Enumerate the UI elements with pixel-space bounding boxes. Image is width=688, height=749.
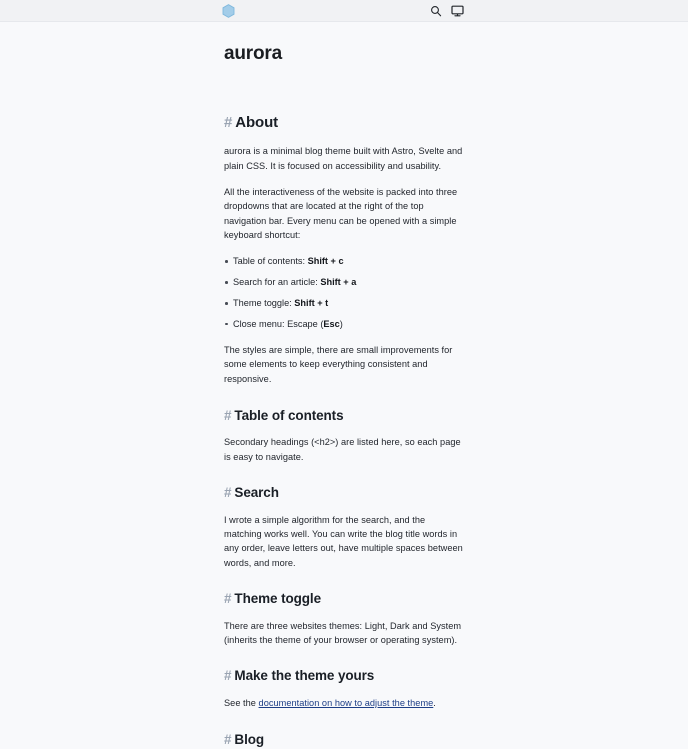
- about-paragraph-3: The styles are simple, there are small improvements for some elements to keep everything consistent and responsive.: [224, 344, 453, 384]
- heading-blog-text: Blog: [234, 732, 265, 748]
- page-title: aurora: [224, 43, 282, 64]
- section-blog: [224, 731, 464, 749]
- heading-theme-toggle: [224, 590, 464, 608]
- monitor-icon[interactable]: [449, 3, 466, 19]
- heading-blog: [224, 731, 464, 749]
- documentation-link[interactable]: documentation on how to adjust the theme: [258, 697, 434, 708]
- make-theme-yours-paragraph: [224, 696, 464, 710]
- shortcut-keys: Esc: [323, 318, 340, 329]
- hash-marker: #: [224, 113, 233, 131]
- list-item: [224, 255, 464, 268]
- theme-toggle-paragraph: There are three websites themes: Light, Dark and System (inherits the theme of your browser or operating system).: [224, 620, 462, 645]
- section-search: [224, 484, 464, 570]
- about-paragraph-2: All the interactiveness of the website is packed into three dropdowns that are located at the right of the top navigation bar. Every menu can be opened with a simple keyboard shortcut:: [224, 186, 458, 241]
- heading-table-of-contents: [224, 407, 464, 425]
- heading-search: [224, 484, 464, 502]
- search-icon[interactable]: [427, 3, 444, 19]
- shortcut-label: Search for an article:: [233, 277, 321, 288]
- text-suffix: .: [433, 697, 436, 708]
- about-paragraph-1: aurora is a minimal blog theme built with Astro, Svelte and plain CSS. It is focused on accessibility and usability.: [224, 146, 463, 171]
- header-actions: [427, 3, 466, 19]
- hash-marker: #: [224, 485, 232, 501]
- site-logo-link[interactable]: [222, 4, 235, 18]
- shortcut-suffix: ): [339, 318, 343, 329]
- heading-make-theme-yours: [224, 667, 464, 685]
- toc-paragraph: Secondary headings (<h2>) are listed here, so each page is easy to navigate.: [224, 437, 461, 462]
- shortcut-keys: Shift + t: [294, 298, 329, 309]
- hash-marker: #: [224, 668, 232, 684]
- heading-make-theme-yours-text: Make the theme yours: [234, 668, 375, 684]
- site-header: [0, 0, 688, 22]
- shortcut-label: Table of contents:: [233, 256, 308, 267]
- heading-toc-text: Table of contents: [234, 407, 344, 423]
- hash-marker: #: [224, 407, 232, 423]
- search-paragraph: I wrote a simple algorithm for the search, and the matching works well. You can write the blog title words in any order, leave letters out, have multiple spaces between words, and more.: [224, 514, 463, 568]
- shortcut-label: Close menu: Escape (: [233, 318, 324, 329]
- list-item: [224, 276, 464, 289]
- content-container: [224, 43, 464, 749]
- shortcut-keys: Shift + a: [320, 277, 357, 288]
- heading-about: [224, 113, 464, 133]
- heading-search-text: Search: [234, 485, 279, 501]
- hash-marker: #: [224, 591, 232, 607]
- list-item: [224, 318, 464, 331]
- section-table-of-contents: [224, 407, 464, 464]
- heading-about-text: About: [235, 113, 279, 131]
- list-item: [224, 297, 464, 310]
- hexagon-logo-icon: [222, 4, 235, 18]
- text-prefix: See the: [224, 697, 259, 708]
- section-about: [224, 113, 464, 386]
- hash-marker: #: [224, 732, 232, 748]
- shortcut-list: [224, 255, 464, 331]
- page-main: [0, 22, 688, 749]
- section-make-theme-yours: [224, 667, 464, 710]
- shortcut-label: Theme toggle:: [233, 298, 295, 309]
- heading-theme-toggle-text: Theme toggle: [234, 591, 321, 607]
- section-theme-toggle: [224, 590, 464, 647]
- shortcut-keys: Shift + c: [307, 256, 344, 267]
